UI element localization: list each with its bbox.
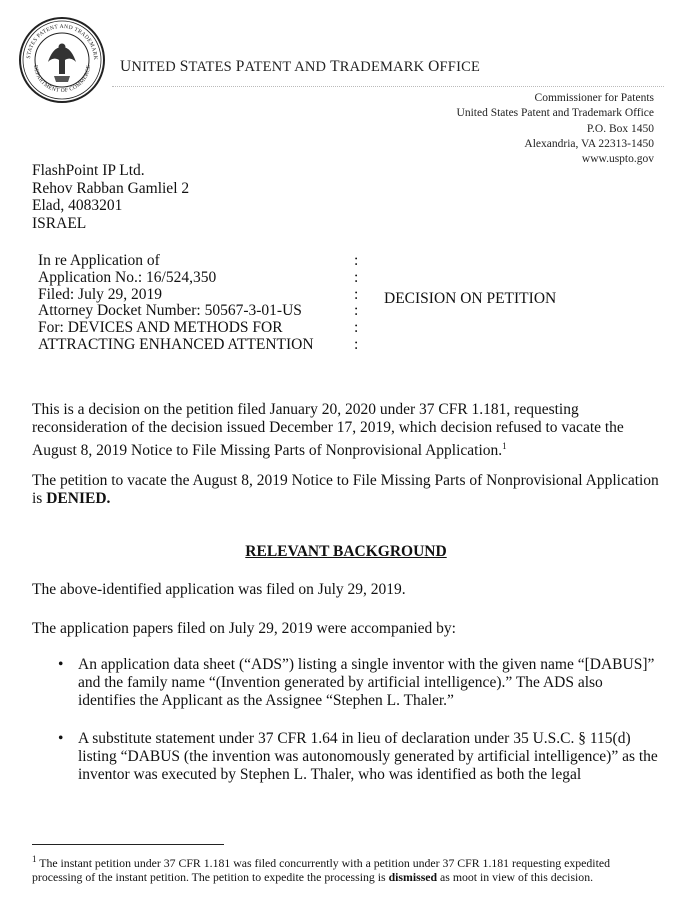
list-item: • A substitute statement under 37 CFR 1.64 in lieu of declaration under 35 U.S.C. § 115(d) listing “DABUS (the invention was autonomously generated by artificial intelligence)” as the inventor was executed by Stephen L. Thaler, who was identified as both the legal <box>58 730 658 783</box>
decision-title: DECISION ON PETITION <box>384 290 557 307</box>
commissioner-line: P.O. Box 1450 <box>586 122 654 135</box>
office-name: UNITED STATES PATENT AND TRADEMARK OFFICE <box>120 58 481 75</box>
svg-text:DEPARTMENT OF COMMERCE: DEPARTMENT OF COMMERCE <box>31 64 93 95</box>
addressee-line: Elad, 4083201 <box>32 197 123 214</box>
addressee-line: FlashPoint IP Ltd. <box>32 162 145 179</box>
svg-text:UNITED STATES PATENT AND TRADE: STATES PATENT AND TRADEMARK <box>25 23 99 61</box>
decision-result: DENIED. <box>46 490 111 507</box>
addressee-line: ISRAEL <box>32 214 87 232</box>
section-heading: RELEVANT BACKGROUND <box>245 543 447 560</box>
footnote-divider <box>32 844 224 845</box>
caption-line: Filed: July 29, 2019 <box>38 285 163 303</box>
decision-paragraph: The petition to vacate the August 8, 2019 Notice to File Missing Parts of Nonprovisional Application is DENIED. <box>32 472 659 507</box>
list-item: • An application data sheet (“ADS”) listing a single inventor with the given name “[DABUS]” and the family name “(Invention generated by artificial intelligence).” The ADS also identifies the Applicant as the Assignee “Stephen L. Thaler.” <box>58 656 655 709</box>
caption-line: For: DEVICES AND METHODS FOR <box>38 319 283 337</box>
case-caption <box>38 253 314 354</box>
commissioner-url[interactable]: www.uspto.gov <box>581 153 654 166</box>
uspto-seal-logo <box>18 16 106 104</box>
commissioner-line: Commissioner for Patents <box>534 92 654 104</box>
footnote-ref[interactable]: 1 <box>502 441 507 451</box>
caption-colons: : : : : : : <box>354 252 359 353</box>
papers-list <box>32 656 664 804</box>
caption-line: ATTRACTING ENHANCED ATTENTION <box>38 335 314 353</box>
bullet-icon: • <box>58 656 64 673</box>
header-divider <box>112 86 664 87</box>
intro-paragraph: This is a decision on the petition filed January 20, 2020 under 37 CFR 1.181, requesting reconsideration of the decision issued December 17, 2019, which decision refused to vacate the August 8, 2019 Notice to File Missing Parts of Nonprovisional Application.$^1$ <box>32 401 624 460</box>
addressee-block <box>32 162 189 232</box>
commissioner-line: United States Patent and Trademark Office <box>456 107 654 120</box>
papers-paragraph: The application papers filed on July 29, 2019 were accompanied by: <box>32 620 456 637</box>
commissioner-address <box>457 91 654 167</box>
addressee-line: Rehov Rabban Gamliel 2 <box>32 179 190 197</box>
caption-line: Application No.: 16/524,350 <box>38 268 217 286</box>
caption-line: Attorney Docket Number: 50567-3-01-US <box>38 302 302 320</box>
footnote: $^1$ The instant petition under 37 CFR 1.181 was filed concurrently with a petition under 37 CFR 1.181 requesting expedited processing of the instant petition. The petition to expedite the processing is dismissed as moot in view of this decision. <box>32 854 610 885</box>
background-paragraph: The above-identified application was filed on July 29, 2019. <box>32 581 406 598</box>
caption-line: In re Application of <box>38 252 160 269</box>
bullet-icon: • <box>58 730 64 747</box>
commissioner-line: Alexandria, VA 22313-1450 <box>524 137 654 150</box>
